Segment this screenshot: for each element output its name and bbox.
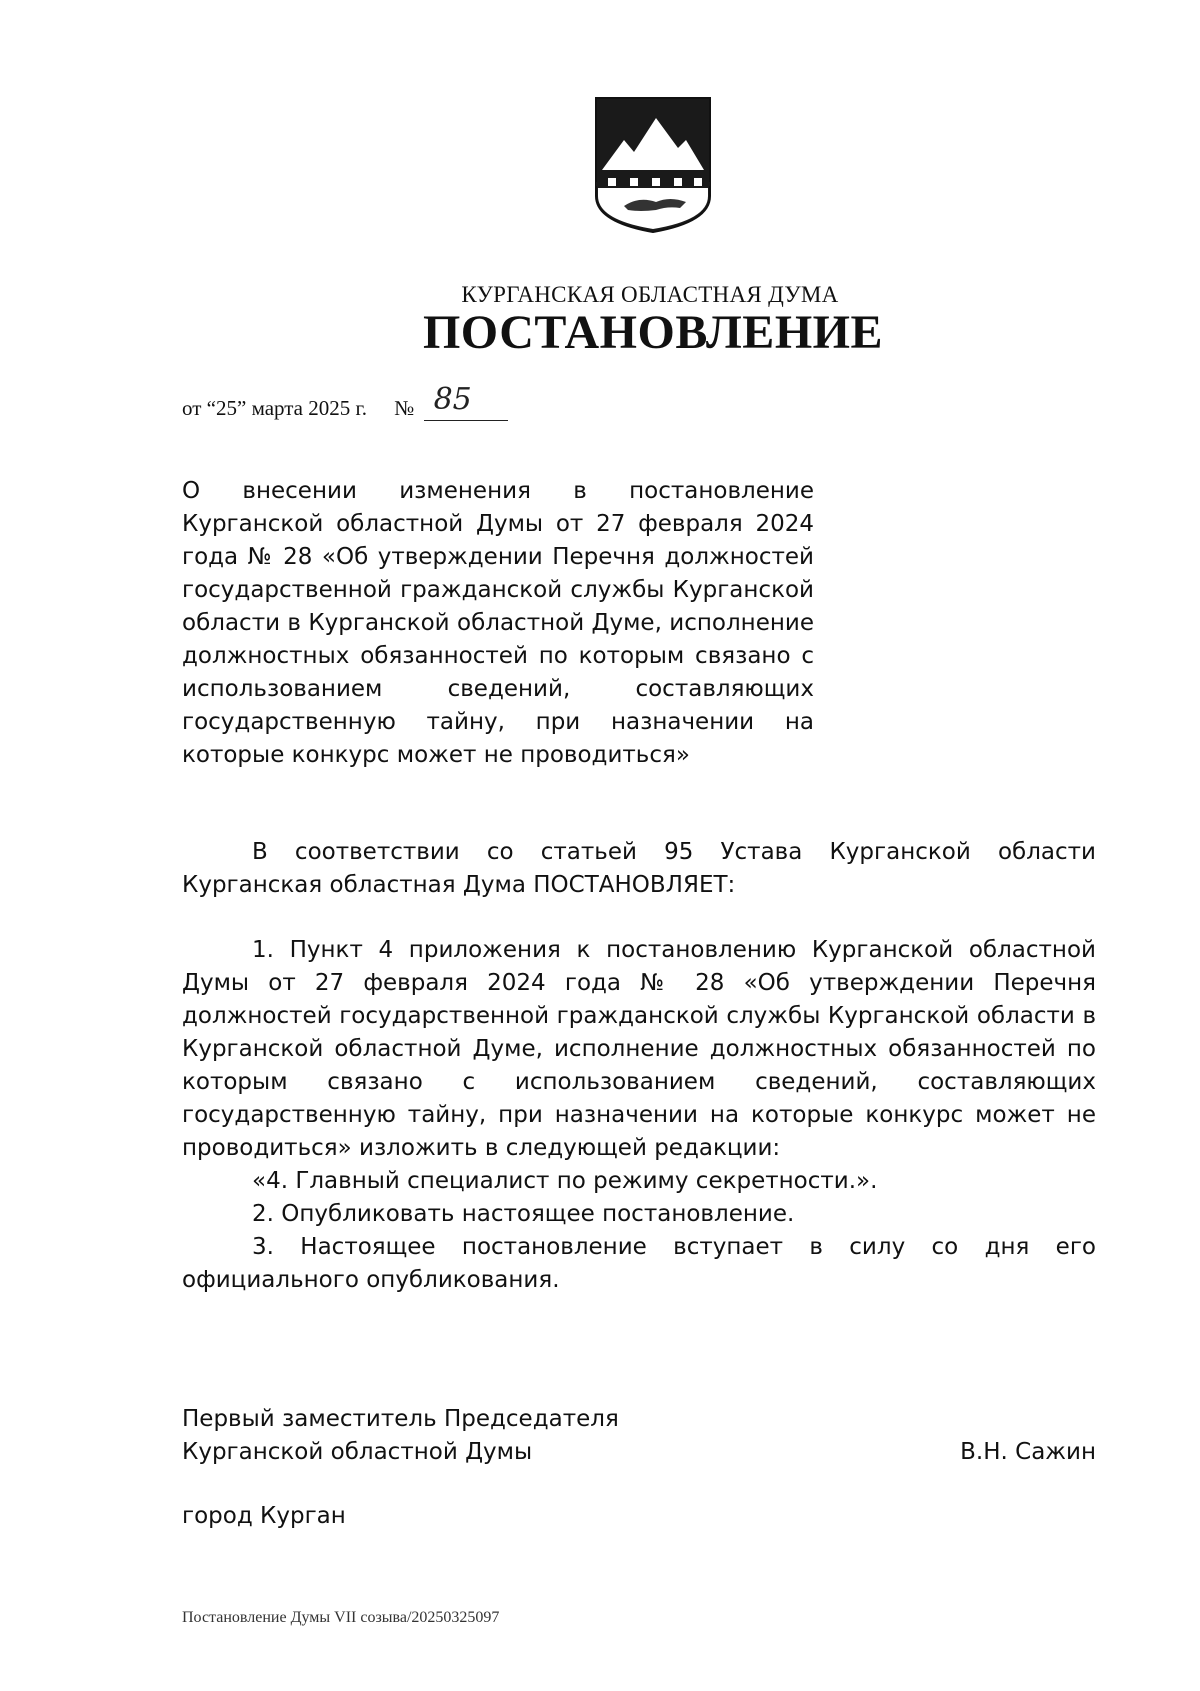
footer-reference: Постановление Думы VII созыва/20250325097 bbox=[182, 1609, 500, 1626]
preamble-paragraph: В соответствии со статьей 95 Устава Курганской области Курганская областная Дума ПОСТАНОВЛЯЕТ: bbox=[182, 839, 1096, 898]
date-number-line bbox=[182, 382, 508, 421]
signature-block bbox=[182, 1403, 1096, 1469]
number-label: № bbox=[394, 396, 415, 420]
item-1-quote: «4. Главный специалист по режиму секретности.». bbox=[252, 1168, 878, 1194]
item-1-paragraph: 1. Пункт 4 приложения к постановлению Курганской областной Думы от 27 февраля 2024 года № 28 «Об утверждении Перечня должностей государственной гражданской службы Курганской области в Курганской областной Думе, исполнение должностных обязанностей по которым связано с использованием сведений, составляющих государственную тайну, при назначении на которые конкурс может не проводиться» изложить в следующей редакции: bbox=[182, 937, 1096, 1161]
date-day: “25” bbox=[206, 396, 247, 420]
number-field bbox=[424, 382, 508, 421]
signature-row bbox=[182, 1436, 1096, 1469]
document-type-heading: ПОСТАНОВЛЕНИЕ bbox=[422, 306, 884, 359]
coat-of-arms-emblem bbox=[594, 96, 712, 234]
city-name: город Курган bbox=[182, 1503, 346, 1529]
item-2-paragraph: 2. Опубликовать настоящее постановление. bbox=[252, 1201, 795, 1227]
resolution-body bbox=[182, 836, 1096, 1297]
item-3-paragraph: 3. Настоящее постановление вступает в силу со дня его официального опубликования. bbox=[182, 1234, 1096, 1293]
handwritten-number: 85 bbox=[433, 382, 472, 417]
resolution-title: О внесении изменения в постановление Курганской областной Думы от 27 февраля 2024 года № 28 «Об утверждении Перечня должностей государственной гражданской службы Курганской области в Курганской областной Думе, исполнение должностных обязанностей по которым связано с использованием сведений, составляющих государственную тайну, при назначении на которые конкурс может не проводиться» bbox=[182, 478, 814, 768]
date-prefix: от bbox=[182, 396, 202, 420]
organization-name: КУРГАНСКАЯ ОБЛАСТНАЯ ДУМА bbox=[461, 282, 839, 307]
signatory-position-line1: Первый заместитель Председателя bbox=[182, 1406, 619, 1432]
date-month-year: марта 2025 г. bbox=[251, 396, 368, 420]
signatory-position-line2: Курганской областной Думы bbox=[182, 1439, 533, 1465]
signatory-name: В.Н. Сажин bbox=[960, 1439, 1096, 1465]
